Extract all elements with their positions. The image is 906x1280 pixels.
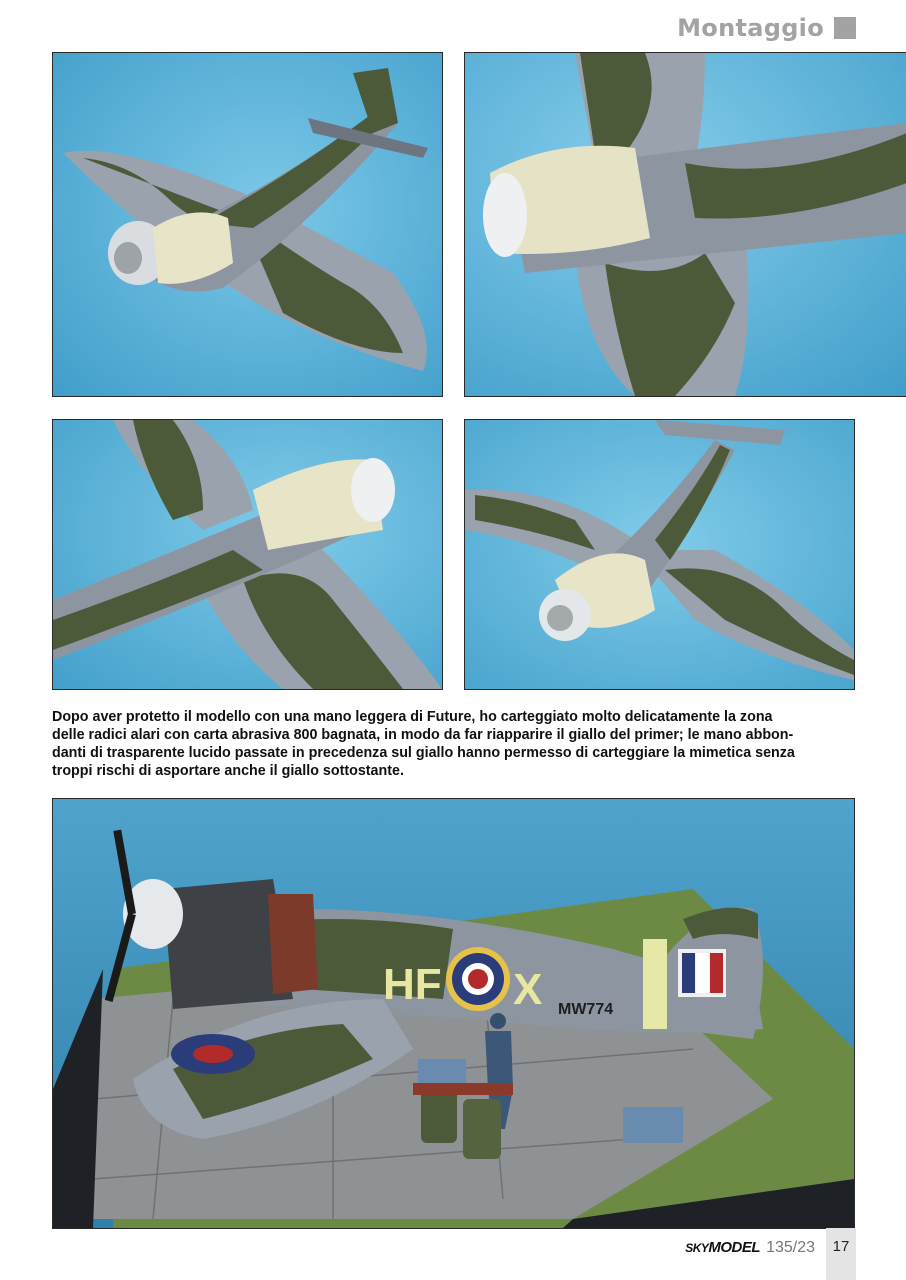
caption-line: troppi rischi di asportare anche il giallo sottostante. <box>52 763 404 779</box>
photo-model-top-view <box>52 52 443 397</box>
footer-branding <box>685 1239 815 1257</box>
page-footer <box>0 1228 906 1280</box>
section-marker-square <box>834 17 856 39</box>
aircraft-code-right: X <box>513 965 543 1014</box>
page-number-box <box>826 1228 856 1280</box>
caption-line: delle radici alari con carta abrasiva 800 bagnata, in modo da far riapparire il giallo del primer; le mano abbon- <box>52 727 794 743</box>
issue-number: 135/23 <box>766 1239 815 1256</box>
section-title: Montaggio <box>677 14 824 42</box>
section-header <box>677 14 856 42</box>
magazine-logo-sky: SKY <box>685 1241 709 1255</box>
caption-line: danti di trasparente lucido passate in precedenza sul giallo hanno permesso di carteggiare la mimetica senza <box>52 745 795 761</box>
photo-rear-quarter-view <box>52 419 443 690</box>
magazine-logo-model: MODEL <box>708 1239 761 1256</box>
photo-full-model-view <box>464 419 855 690</box>
photo-finished-diorama <box>52 798 855 1229</box>
photo-caption <box>52 708 853 780</box>
caption-line: Dopo aver protetto il modello con una mano leggera di Future, ho carteggiato molto delicatamente la zona <box>52 709 773 725</box>
aircraft-serial: MW774 <box>558 1001 614 1018</box>
photo-cowling-closeup <box>464 52 906 397</box>
magazine-logo <box>685 1239 760 1256</box>
page-number: 17 <box>832 1238 850 1255</box>
aircraft-code-left: HF <box>383 960 442 1009</box>
